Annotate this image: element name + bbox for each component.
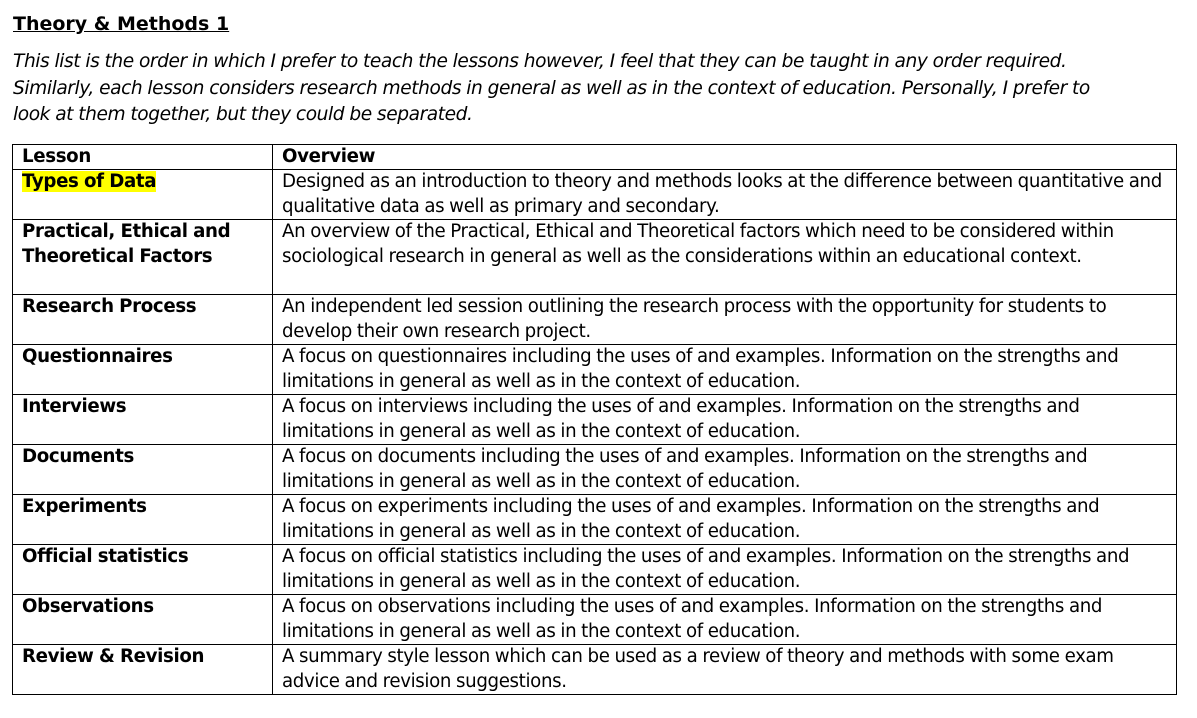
document-title: Theory & Methods 1	[13, 13, 230, 35]
overview-cell: A focus on observations including the uses of and examples. Information on the strengths and limitations in general as well as in the context of education.	[273, 595, 1177, 645]
lesson-cell: Research Process	[13, 295, 273, 345]
table-row	[13, 595, 1177, 645]
overview-cell: A focus on questionnaires including the uses of and examples. Information on the strengths and limitations in general as well as in the context of education.	[273, 345, 1177, 395]
lesson-cell: Documents	[13, 445, 273, 495]
lessons-table	[12, 144, 1177, 695]
intro-line: This list is the order in which I prefer to teach the lessons however, I feel that they can be taught in any order required.	[13, 51, 1067, 72]
lesson-cell: Interviews	[13, 395, 273, 445]
lesson-cell: Questionnaires	[13, 345, 273, 395]
overview-cell: An overview of the Practical, Ethical and Theoretical factors which need to be considered within sociological research in general as well as the considerations within an educational context.	[273, 220, 1177, 295]
overview-cell: An independent led session outlining the research process with the opportunity for students to develop their own research project.	[273, 295, 1177, 345]
intro-line: look at them together, but they could be separated.	[13, 104, 473, 125]
lesson-cell: Practical, Ethical and Theoretical Factors	[13, 220, 273, 295]
header-lesson: Lesson	[13, 145, 273, 170]
lesson-cell: Observations	[13, 595, 273, 645]
lesson-cell: Official statistics	[13, 545, 273, 595]
table-row	[13, 295, 1177, 345]
intro-paragraph	[13, 49, 1188, 129]
table-row	[13, 395, 1177, 445]
table-row	[13, 445, 1177, 495]
lesson-cell	[13, 170, 273, 220]
table-row	[13, 220, 1177, 295]
highlighted-lesson-name: Types of Data	[22, 171, 157, 193]
table-header-row	[13, 145, 1177, 170]
overview-cell: A summary style lesson which can be used as a review of theory and methods with some exam advice and revision suggestions.	[273, 645, 1177, 695]
header-overview: Overview	[273, 145, 1177, 170]
overview-cell: A focus on documents including the uses of and examples. Information on the strengths and limitations in general as well as in the context of education.	[273, 445, 1177, 495]
table-row	[13, 495, 1177, 545]
table-row	[13, 170, 1177, 220]
overview-cell: A focus on experiments including the uses of and examples. Information on the strengths and limitations in general as well as in the context of education.	[273, 495, 1177, 545]
lesson-cell: Experiments	[13, 495, 273, 545]
overview-cell: A focus on official statistics including the uses of and examples. Information on the strengths and limitations in general as well as in the context of education.	[273, 545, 1177, 595]
table-row	[13, 345, 1177, 395]
table-row	[13, 545, 1177, 595]
overview-cell: A focus on interviews including the uses of and examples. Information on the strengths and limitations in general as well as in the context of education.	[273, 395, 1177, 445]
lesson-cell: Review & Revision	[13, 645, 273, 695]
overview-cell: Designed as an introduction to theory and methods looks at the difference between quantitative and qualitative data as well as primary and secondary.	[273, 170, 1177, 220]
table-row	[13, 645, 1177, 695]
intro-line: Similarly, each lesson considers research methods in general as well as in the context of education. Personally, I prefer to	[13, 77, 1090, 99]
